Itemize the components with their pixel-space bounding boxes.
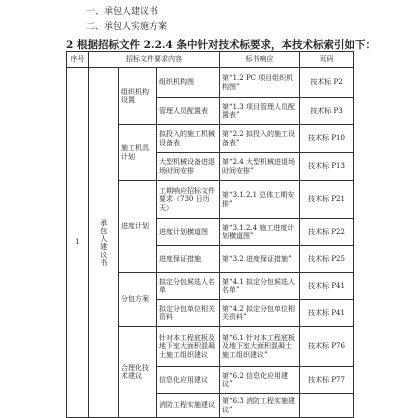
page-cell: 技术标 P13 [300,153,354,181]
outline-item-1: 一、承包人建议书 [86,7,159,17]
header-seq: 序号 [67,52,89,68]
page-cell: 技术标 P21 [300,181,354,219]
response-cell: 第“6.2 信息化应用建议” [220,367,300,394]
page-cell [300,394,354,418]
group-label: 分包方案 [119,273,157,327]
category-label: 承包人建议书 [99,218,108,267]
response-cell: 第“3.1.2.4 施工进度计划横道图” [220,219,300,246]
page-cell: 技术标 P22 [300,219,354,246]
response-cell: 第“6.3 消防工程实施建议” [220,394,300,418]
table-header-row [67,52,354,68]
page-cell: 技术标 P3 [300,98,354,125]
page-cell: 技术标 P41 [300,273,354,300]
response-cell: 第“4.1 拟定分包候选人名单” [220,273,300,300]
group-label: 组织机构设置 [119,68,157,125]
item-cell: 进度计划横道图 [157,219,220,246]
item-cell: 消防工程实施建议 [157,394,220,418]
page-cell: 技术标 P41 [300,300,354,327]
response-cell: 第“2.2 拟投入的施工设备表” [220,125,300,153]
item-cell: 拟投入的施工机械设备表 [157,125,220,153]
page-cell: 技术标 P25 [300,246,354,273]
group-label: 进度计划 [119,181,157,273]
item-cell: 针对本工程底板及地下室大面积混凝土施工组织建议 [157,327,220,367]
header-page: 页码 [300,52,354,68]
response-cell: 第“3.2 进度保证措施” [220,246,300,273]
seq-cell: 1 [67,68,89,418]
item-cell: 拟定分包候选人名单 [157,273,220,300]
page-cell: 技术标 P76 [300,327,354,367]
outline-item-2: 二、承包人实施方案 [86,22,168,32]
page-cell: 技术标 P10 [300,125,354,153]
section-heading: 2 根据招标文件 2.2.4 条中针对技术标要求，本技术标索引如下： [66,39,377,51]
header-response: 标书响应 [220,52,300,68]
technical-index-table [66,51,354,418]
response-cell: 第“2.4 大型机械进退场时间安排” [220,153,300,181]
item-cell: 信息化应用建议 [157,367,220,394]
response-cell: 第“1.2 PC 项目组织机构图” [220,68,300,98]
item-cell: 组织机构图 [157,68,220,98]
item-cell: 管理人员配置表 [157,98,220,125]
response-cell: 第“6.1 针对本工程底板及地下室大面积混凝土施工组织建议” [220,327,300,367]
header-requirement: 招标文件要求内容 [89,52,220,68]
group-label: 合理化技术建议 [119,327,157,418]
response-cell: 第“1.3 项目管理人员配置表” [220,98,300,125]
item-cell: 大型机械设备进退场时间安排 [157,153,220,181]
item-cell: 进度保证措施 [157,246,220,273]
group-label: 施工机具计划 [119,125,157,181]
page-cell: 技术标 P2 [300,68,354,98]
response-cell: 第“3.1.2.1 总体工期安排” [220,181,300,219]
response-cell: 第“4.2 拟定分包单位相关资料” [220,300,300,327]
item-cell: 工期响应招标文件要求（730 日历天） [157,181,220,219]
item-cell: 拟定分包单位相关资料 [157,300,220,327]
category-cell [89,68,119,418]
table-row [67,68,354,98]
page-cell: 技术标 P77 [300,367,354,394]
